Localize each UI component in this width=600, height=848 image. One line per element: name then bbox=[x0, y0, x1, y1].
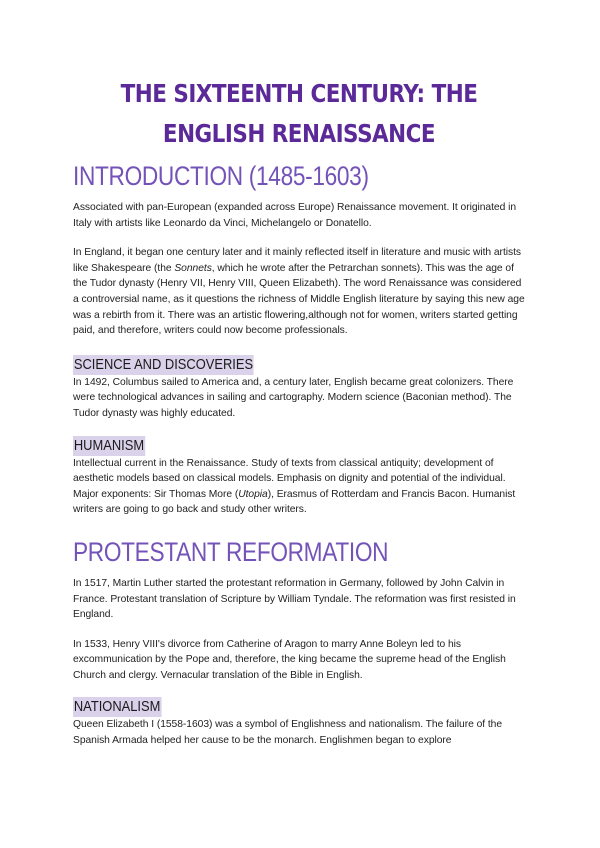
heading-science-discoveries: SCIENCE AND DISCOVERIES bbox=[73, 355, 254, 373]
humanism-paragraph-text-a: Intellectual current in the Renaissance. Study of texts from classical antiquity; development of aesthetic models based on classical models. Emphasis on dignity and potential of the individual. Major exponents: Sir Thomas More ( bbox=[73, 457, 506, 500]
utopia-italic: Utopia bbox=[238, 488, 268, 500]
reformation-paragraph-2: In 1533, Henry VIII's divorce from Catherine of Aragon to marry Anne Boleyn led to his excommunication by the Pope and, therefore, the king became the supreme head of the English Church and clergy. Vernacular translation of the Bible in English. bbox=[73, 638, 506, 681]
heading-nationalism: NATIONALISM bbox=[73, 698, 161, 716]
humanism-paragraph bbox=[73, 456, 525, 518]
intro-paragraph-1: Associated with pan-European (expanded across Europe) Renaissance movement. It originated in Italy with artists like Leonardo da Vinci, Michelangelo or Donatello. bbox=[73, 202, 516, 229]
humanism-paragraph-text-b: ), Erasmus of Rotterdam and Francis Bacon. Humanist writers are going to go back and study other writers. bbox=[73, 488, 516, 516]
intro-paragraph-2 bbox=[73, 245, 525, 339]
nationalism-paragraph: Queen Elizabeth I (1558-1603) was a symbol of Englishness and nationalism. The failure of the Spanish Armada helped her cause to be the monarch. Englishmen began to explore bbox=[73, 719, 503, 747]
sonnets-italic: Sonnets bbox=[174, 262, 212, 274]
heading-introduction: INTRODUCTION (1485-1603) bbox=[73, 161, 369, 191]
science-paragraph: In 1492, Columbus sailed to America and, a century later, English became great colonizers. There were technological advances in sailing and cartography. Modern science (Baconian method). The Tudor dynasty was highly educated. bbox=[73, 376, 514, 419]
document-page bbox=[73, 74, 525, 749]
reformation-paragraph-1: In 1517, Martin Luther started the protestant reformation in Germany, followed by John Calvin in France. Protestant translation of Scripture by William Tyndale. The reformation was first resisted in England. bbox=[73, 577, 516, 621]
intro-paragraph-2-text-a: In England, it began one century later and it mainly reflected itself in literature and music with artists like Shakespeare (the bbox=[73, 247, 521, 274]
document-title: THE SIXTEENTH CENTURY: THE ENGLISH RENAISSANCE bbox=[120, 79, 478, 148]
intro-paragraph-2-text-b: , which he wrote after the Petrarchan sonnets). This was the age of the Tudor dynasty (Henry VII, Henry VIII, Queen Elizabeth). The word Renaissance was considered a controversial name, as it questions the richness of Middle English literature by saying this new age was a rebirth from it. There was an artistic flowering,although not for women, writers started getting paid, and therefore, writers could now become professionals. bbox=[73, 262, 525, 337]
heading-humanism: HUMANISM bbox=[73, 436, 145, 454]
heading-protestant-reformation: PROTESTANT REFORMATION bbox=[73, 536, 389, 567]
